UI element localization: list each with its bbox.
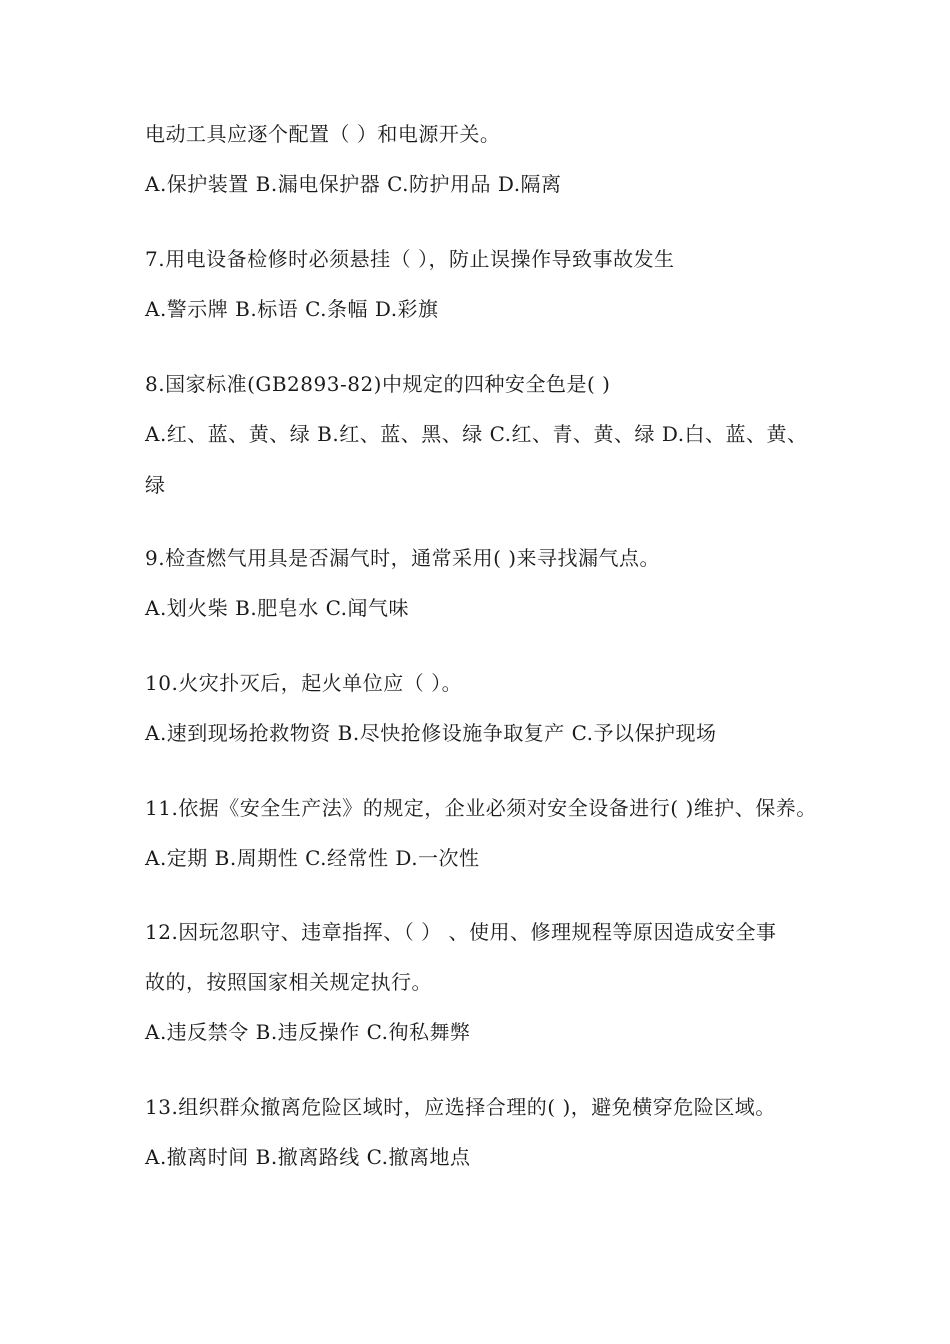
question-7-options: A.警示牌 B.标语 C.条幅 D.彩旗 <box>145 297 439 321</box>
question-8-stem: 8.国家标准(GB2893-82)中规定的四种安全色是( ) <box>145 372 611 396</box>
question-12-options: A.违反禁令 B.违反操作 C.徇私舞弊 <box>145 1020 471 1044</box>
question-13-stem: 13.组织群众撤离危险区域时，应选择合理的( )，避免横穿危险区域。 <box>145 1095 776 1119</box>
question-11-stem: 11.依据《安全生产法》的规定，企业必须对安全设备进行( )维护、保养。 <box>145 796 817 820</box>
question-13-options: A.撤离时间 B.撤离路线 C.撤离地点 <box>145 1145 471 1169</box>
question-7-stem: 7.用电设备检修时必须悬挂（ ），防止误操作导致事故发生 <box>145 247 675 271</box>
question-6-options: A.保护装置 B.漏电保护器 C.防护用品 D.隔离 <box>145 172 562 196</box>
question-9-stem: 9.检查燃气用具是否漏气时，通常采用( )来寻找漏气点。 <box>145 546 661 570</box>
question-8-options: A.红、蓝、黄、绿 B.红、蓝、黑、绿 C.红、青、黄、绿 D.白、蓝、黄、 <box>145 422 808 446</box>
question-9-options: A.划火柴 B.肥皂水 C.闻气味 <box>145 596 410 620</box>
question-11-options: A.定期 B.周期性 C.经常性 D.一次性 <box>145 846 480 870</box>
question-12-stem: 12.因玩忽职守、违章指挥、（ ） 、使用、修理规程等原因造成安全事 <box>145 920 777 944</box>
question-6-stem: 电动工具应逐个配置（ ）和电源开关。 <box>145 122 501 146</box>
question-8-options-continued: 绿 <box>145 473 166 497</box>
question-10-stem: 10.火灾扑灭后，起火单位应（ ）。 <box>145 671 463 695</box>
question-12-stem-continued: 故的，按照国家相关规定执行。 <box>145 970 432 994</box>
question-10-options: A.速到现场抢救物资 B.尽快抢修设施争取复产 C.予以保护现场 <box>145 721 717 745</box>
